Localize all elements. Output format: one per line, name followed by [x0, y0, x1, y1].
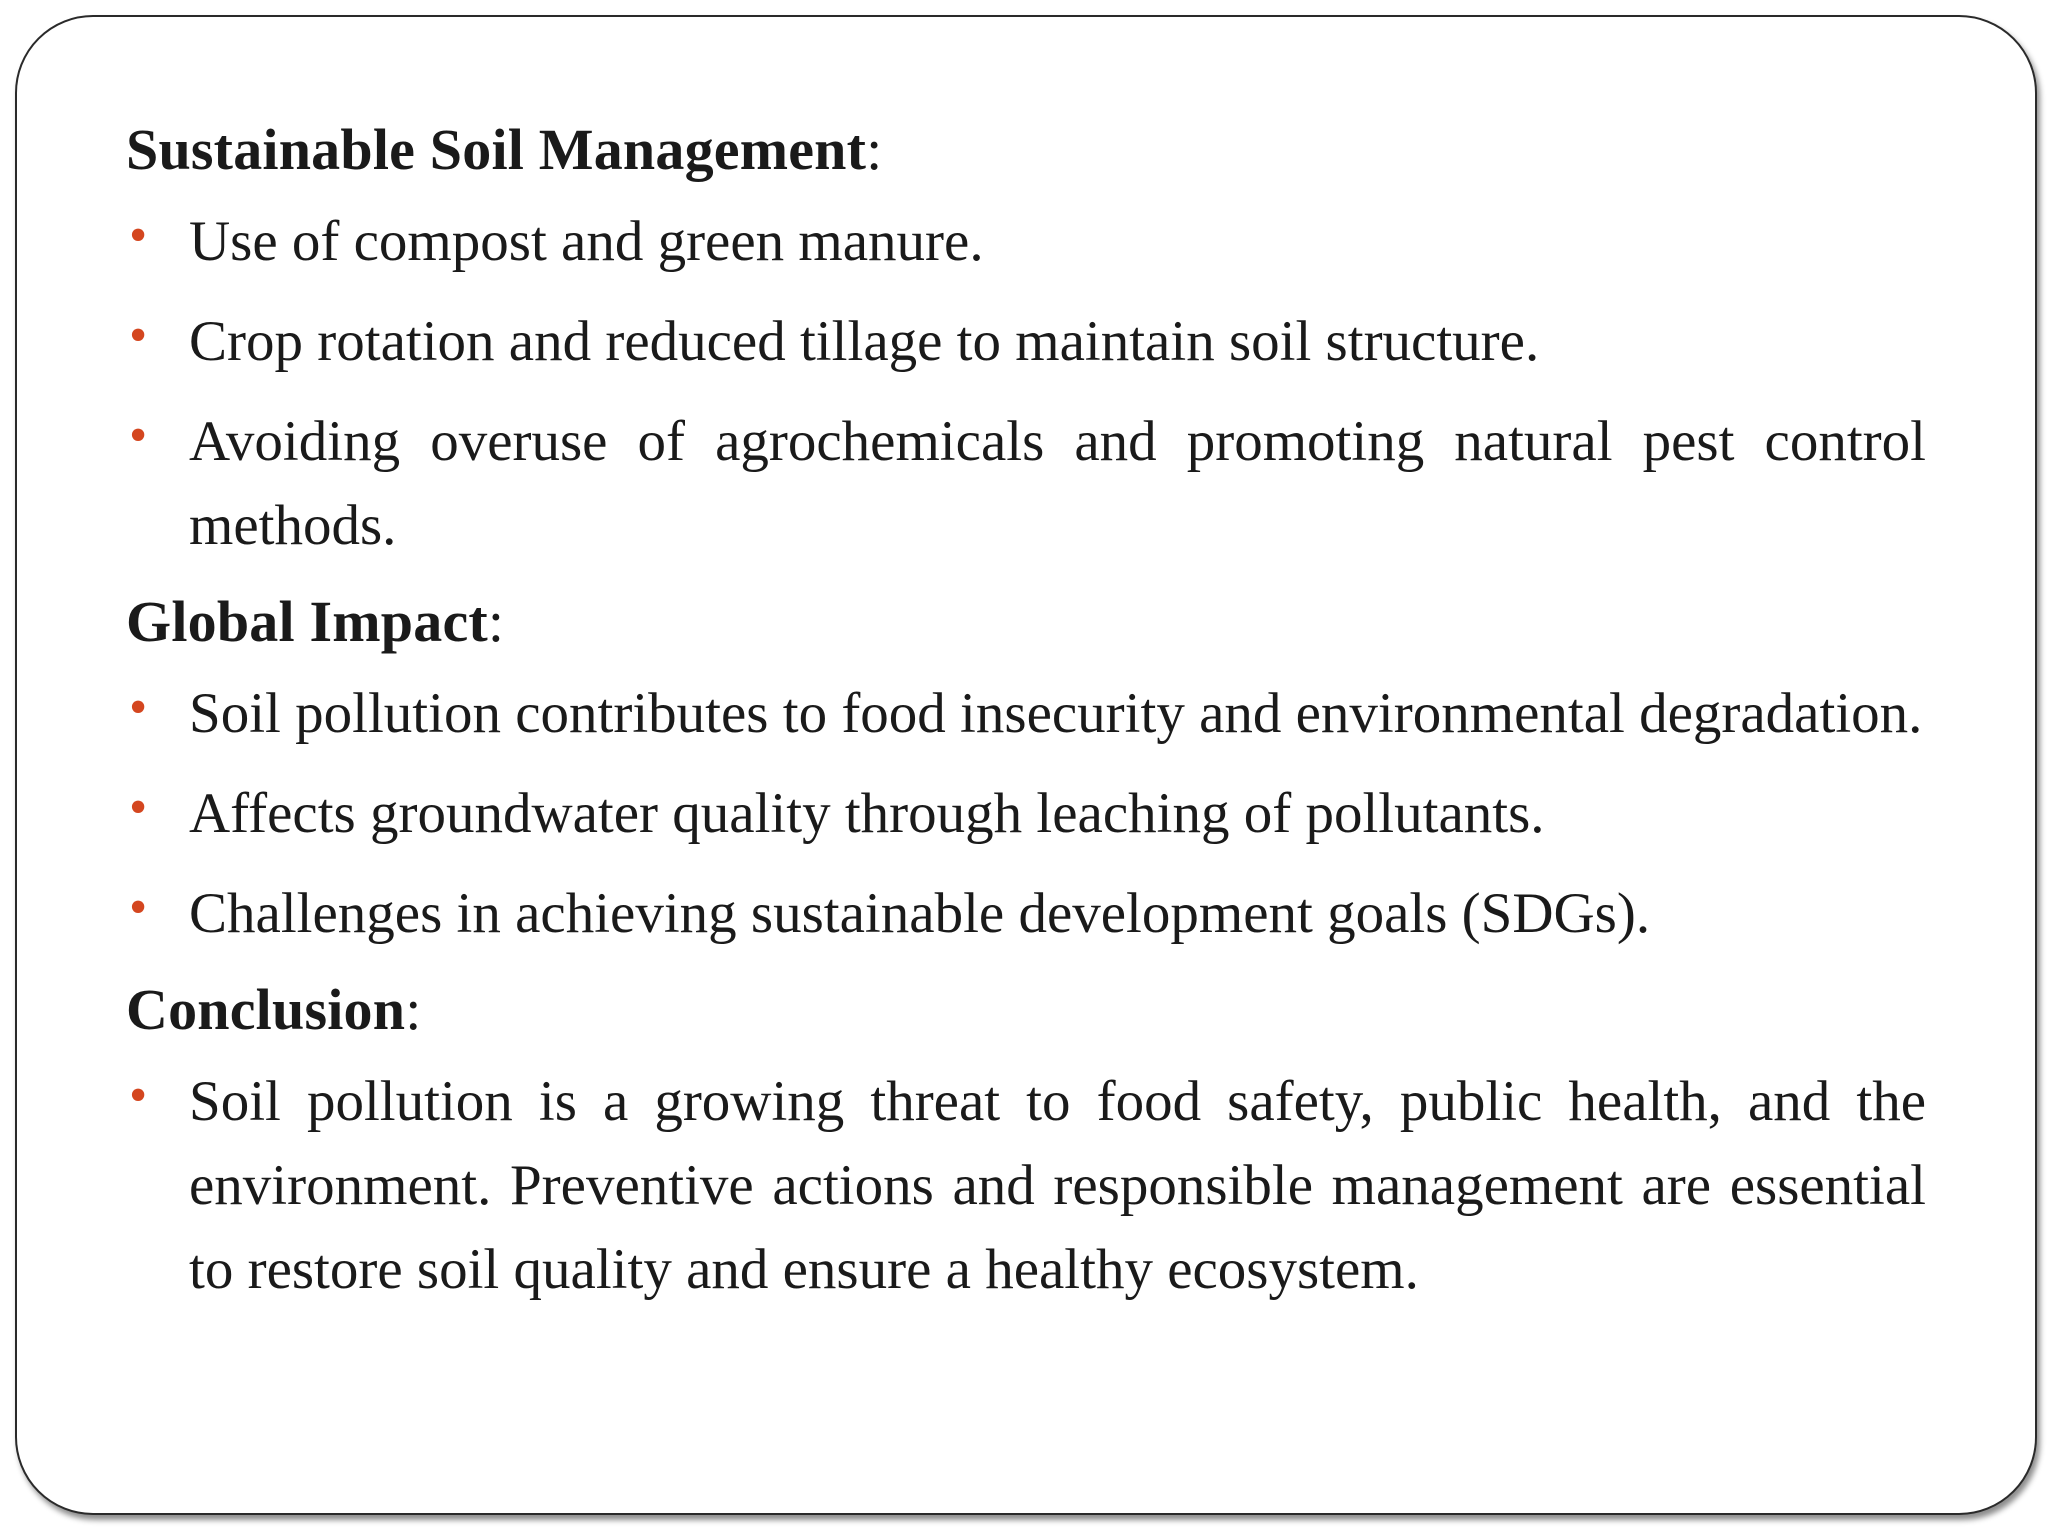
list-item — [126, 300, 1926, 384]
bullet-icon: • — [129, 407, 148, 464]
list-item-text: Avoiding overuse of agrochemicals and promoting natural pest control methods. — [189, 410, 1926, 557]
section-heading-sustainable-soil-management — [126, 112, 1926, 187]
heading-colon: : — [866, 117, 883, 182]
list-item — [126, 772, 1926, 856]
section-heading-global-impact — [126, 584, 1926, 659]
bullet-list-sustainable-soil-management — [126, 200, 1926, 568]
bullet-icon: • — [129, 879, 148, 936]
section-heading-conclusion — [126, 972, 1926, 1047]
heading-text: Conclusion — [126, 977, 406, 1042]
heading-colon: : — [487, 589, 505, 654]
bullet-icon: • — [129, 679, 148, 736]
list-item-text: Use of compost and green manure. — [189, 210, 984, 273]
heading-text: Global Impact — [126, 589, 488, 654]
list-item-text: Challenges in achieving sustainable development goals (SDGs). — [189, 882, 1651, 945]
list-item-text: Crop rotation and reduced tillage to maintain soil structure. — [189, 310, 1540, 373]
list-item-text: Affects groundwater quality through leaching of pollutants. — [189, 782, 1545, 845]
heading-colon: : — [405, 977, 422, 1042]
list-item — [126, 672, 1926, 756]
slide-content — [126, 112, 1926, 1328]
bullet-icon: • — [129, 307, 148, 364]
heading-text: Sustainable Soil Management — [126, 117, 867, 182]
bullet-icon: • — [129, 207, 148, 264]
bullet-icon: • — [129, 779, 148, 836]
bullet-icon: • — [129, 1067, 148, 1124]
list-item-text: Soil pollution is a growing threat to food safety, public health, and the environment. Preventive actions and responsible management are essential to restore soil quality and ensure a healthy ecosystem. — [189, 1070, 1926, 1301]
list-item — [126, 1060, 1926, 1312]
bullet-list-global-impact — [126, 672, 1926, 956]
list-item-text: Soil pollution contributes to food insecurity and environmental degradation. — [189, 682, 1923, 745]
list-item — [126, 200, 1926, 284]
list-item — [126, 400, 1926, 568]
bullet-list-conclusion — [126, 1060, 1926, 1312]
list-item — [126, 872, 1926, 956]
